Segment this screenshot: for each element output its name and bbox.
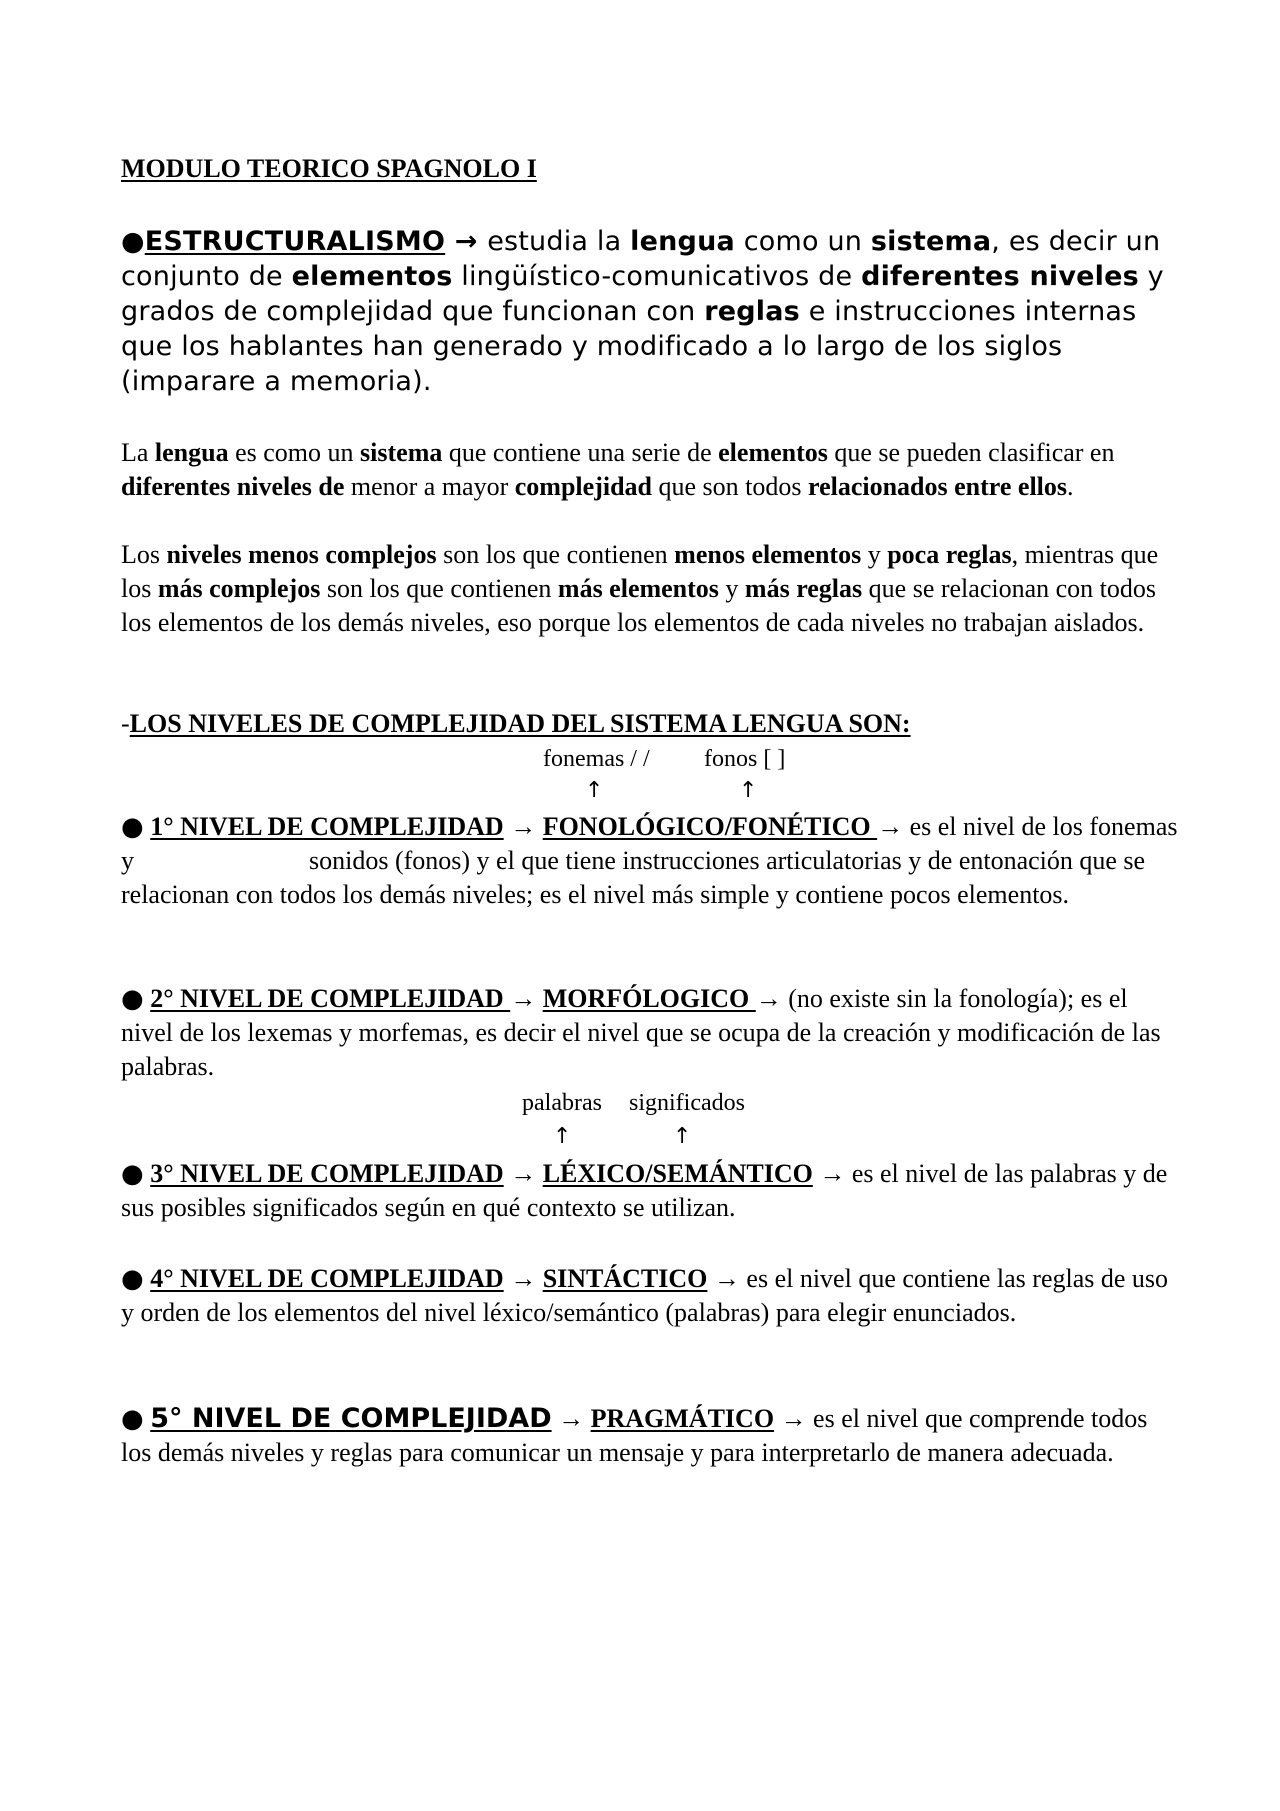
niveles-paragraph: Los niveles menos complejos son los que contienen menos elementos y poca reglas, mientras que los más complejos son los que contienen más elementos y más reglas que se relacionan con todos los elementos de los demás niveles, eso porque los elementos de cada niveles no trabajan aislados.: [121, 540, 1159, 637]
arrow-up-icon: ↑: [673, 1124, 692, 1149]
document-title: MODULO TEORICO SPAGNOLO I: [121, 154, 537, 183]
levels-heading: -LOS NIVELES DE COMPLEJIDAD DEL SISTEMA LENGUA SON:: [121, 709, 911, 738]
annotation-fonemas: fonemas / /: [543, 746, 650, 772]
annotation-fonos: fonos [ ]: [704, 746, 786, 772]
estructuralismo-paragraph: ●ESTRUCTURALISMO → estudia la lengua como un sistema, es decir un conjunto de elementos lingüístico-comunicativos de diferentes niveles y grados de complejidad que funcionan con reglas e instrucciones internas que los hablantes han generado y modificado a lo largo de los siglos (imparare a memoria).: [121, 226, 1164, 397]
annotation-palabras: palabras: [522, 1090, 602, 1116]
annotation-significados: significados: [629, 1090, 745, 1116]
bullet-icon: ●: [121, 1404, 144, 1434]
bullet-icon: ●: [121, 812, 144, 842]
level-3-paragraph: ● 3° NIVEL DE COMPLEJIDAD → LÉXICO/SEMÁNTICO → es el nivel de las palabras y de sus posibles significados según en qué contexto se utilizan.: [121, 1159, 1168, 1222]
term-estructuralismo: ESTRUCTURALISMO: [144, 226, 446, 257]
bullet-icon: ●: [121, 1159, 144, 1189]
bullet-icon: ●: [121, 984, 144, 1014]
level-4-paragraph: ● 4° NIVEL DE COMPLEJIDAD → SINTÁCTICO → es el nivel que contiene las reglas de uso y orden de los elementos del nivel léxico/semántico (palabras) para elegir enunciados.: [121, 1264, 1169, 1327]
level-1-paragraph: ● 1° NIVEL DE COMPLEJIDAD → FONOLÓGICO/FONÉTICO → es el nivel de los fonemas y sonidos (fonos) y el que tiene instrucciones articulatorias y de entonación que se relacionan con todos los demás niveles; es el nivel más simple y contiene pocos elementos.: [121, 812, 1178, 909]
bullet-icon: ●: [121, 226, 145, 257]
arrow-up-icon: ↑: [739, 778, 758, 803]
arrow-up-icon: ↑: [585, 778, 604, 803]
lengua-paragraph: La lengua es como un sistema que contiene una serie de elementos que se pueden clasificar en diferentes niveles de menor a mayor complejidad que son todos relacionados entre ellos.: [121, 438, 1115, 501]
arrow-up-icon: ↑: [553, 1124, 572, 1149]
level-2-paragraph: ● 2° NIVEL DE COMPLEJIDAD → MORFÓLOGICO → (no existe sin la fonología); es el nivel de los lexemas y morfemas, es decir el nivel que se ocupa de la creación y modificación de las palabras.: [121, 984, 1161, 1081]
bullet-icon: ●: [121, 1264, 144, 1294]
level-5-paragraph: ● 5° NIVEL DE COMPLEJIDAD → PRAGMÁTICO → es el nivel que comprende todos los demás niveles y reglas para comunicar un mensaje y para interpretarlo de manera adecuada.: [121, 1403, 1148, 1467]
